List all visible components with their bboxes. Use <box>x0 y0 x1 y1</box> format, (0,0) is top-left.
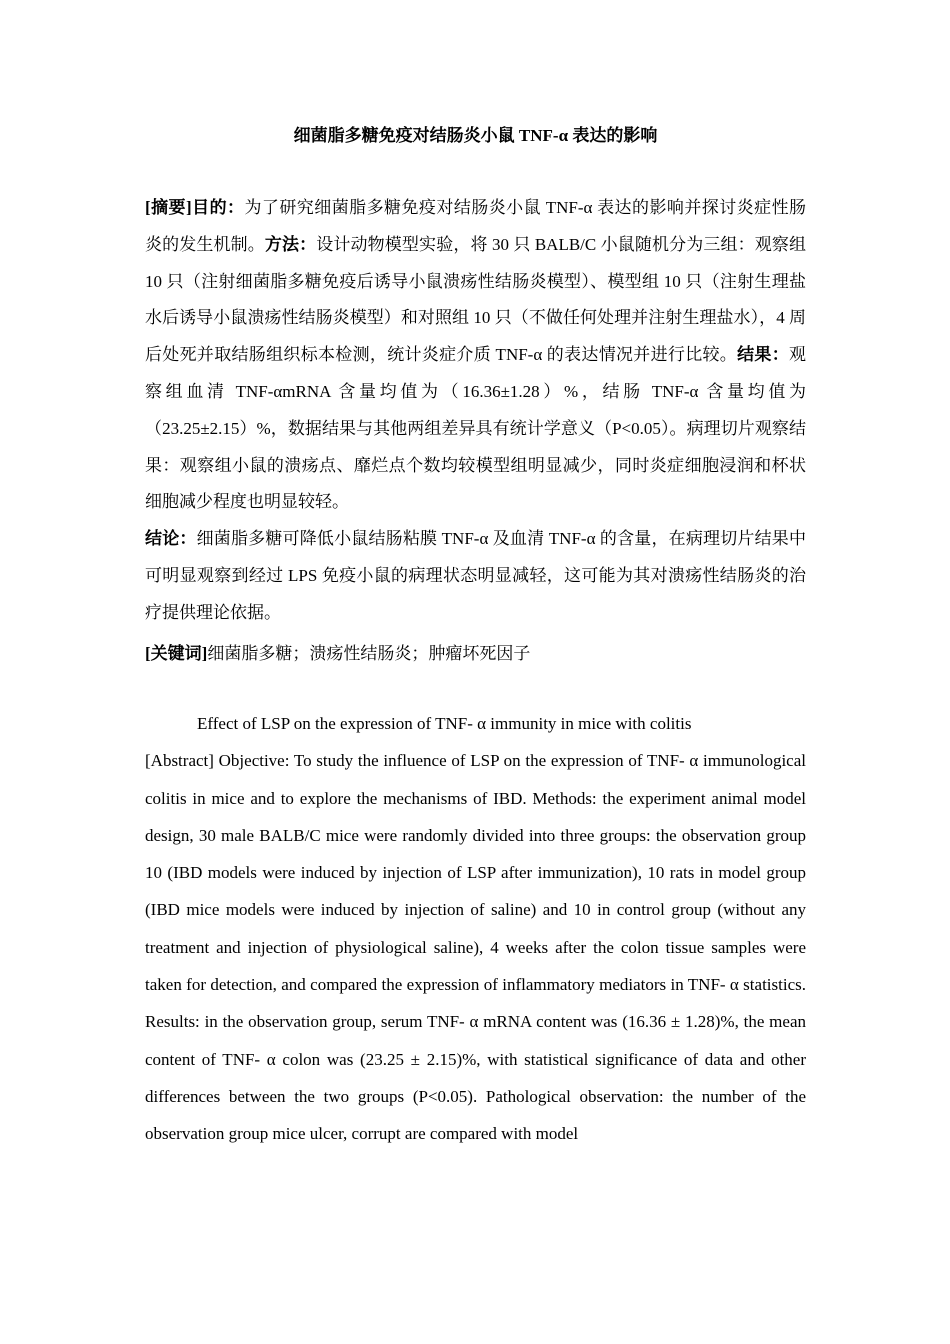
abstract-label: [摘要] <box>145 198 192 217</box>
results-text: 观察组血清 TNF-αmRNA 含量均值为（16.36±1.28）%，结肠 TNF-α 含量均值为（23.25±2.15）%，数据结果与其他两组差异具有统计学意义（P<0.05）。病理切片观察结果：观察组小鼠的溃疡点、靡烂点个数均较模型组明显减少，同时炎症细胞浸润和杯状细胞减少程度也明显较轻。 <box>145 345 806 512</box>
english-section <box>145 705 806 1153</box>
conclusion-label: 结论： <box>145 529 197 549</box>
chinese-abstract <box>145 190 806 632</box>
results-label: 结果： <box>737 345 789 365</box>
conclusion-text: 细菌脂多糖可降低小鼠结肠粘膜 TNF-α 及血清 TNF-α 的含量，在病理切片结果中可明显观察到经过 LPS 免疫小鼠的病理状态明显减轻，这可能为其对溃疡性结肠炎的治疗提供理论依据。 <box>145 529 807 622</box>
keywords-text: 细菌脂多糖；溃疡性结肠炎；肿瘤坏死因子 <box>207 644 531 663</box>
chinese-keywords <box>145 636 806 673</box>
objective-text: 为了研究细菌脂多糖免疫对结肠炎小鼠 TNF-α 表达的影响并探讨炎症性肠炎的发生机制。 <box>145 198 807 254</box>
objective-label: 目的： <box>191 198 245 217</box>
methods-label: 方法： <box>264 234 317 254</box>
english-title: Effect of LSP on the expression of TNF- α immunity in mice with colitis <box>197 714 692 733</box>
chinese-title: 细菌脂多糖免疫对结肠炎小鼠 TNF-α 表达的影响 <box>293 126 658 145</box>
methods-text: 设计动物模型实验，将 30 只 BALB/C 小鼠随机分为三组：观察组 10 只（注射细菌脂多糖免疫后诱导小鼠溃疡性结肠炎模型）、模型组 10 只（注射生理盐水后诱导小鼠溃疡性结肠炎模型）和对照组 10 只（不做任何处理并注射生理盐水），4 周后处死并取结肠组织标本检测，统计炎症介质 TNF-α 的表达情况并进行比较。 <box>145 234 807 365</box>
english-abstract: [Abstract] Objective: To study the influence of LSP on the expression of TNF- α immunological colitis in mice and to explore the mechanisms of IBD. Methods: the experiment animal model design, 30 male BALB/C mice were randomly divided into three groups: the observation group 10 (IBD models were induced by injection of LSP after immunization), 10 rats in model group (IBD mice models were induced by injection of saline) and 10 in control group (without any treatment and injection of physiological saline), 4 weeks after the colon tissue samples were taken for detection, and compared the expression of inflammatory mediators in TNF- α statistics. Results: in the observation group, serum TNF- α mRNA content was (16.36 ± 1.28)%, the mean content of TNF- α colon was (23.25 ± 2.15)%, with statistical significance of data and other differences between the two groups (P<0.05). Pathological observation: the number of the observation group mice ulcer, corrupt are compared with model <box>145 751 806 1144</box>
keywords-label: [关键词] <box>145 644 208 663</box>
